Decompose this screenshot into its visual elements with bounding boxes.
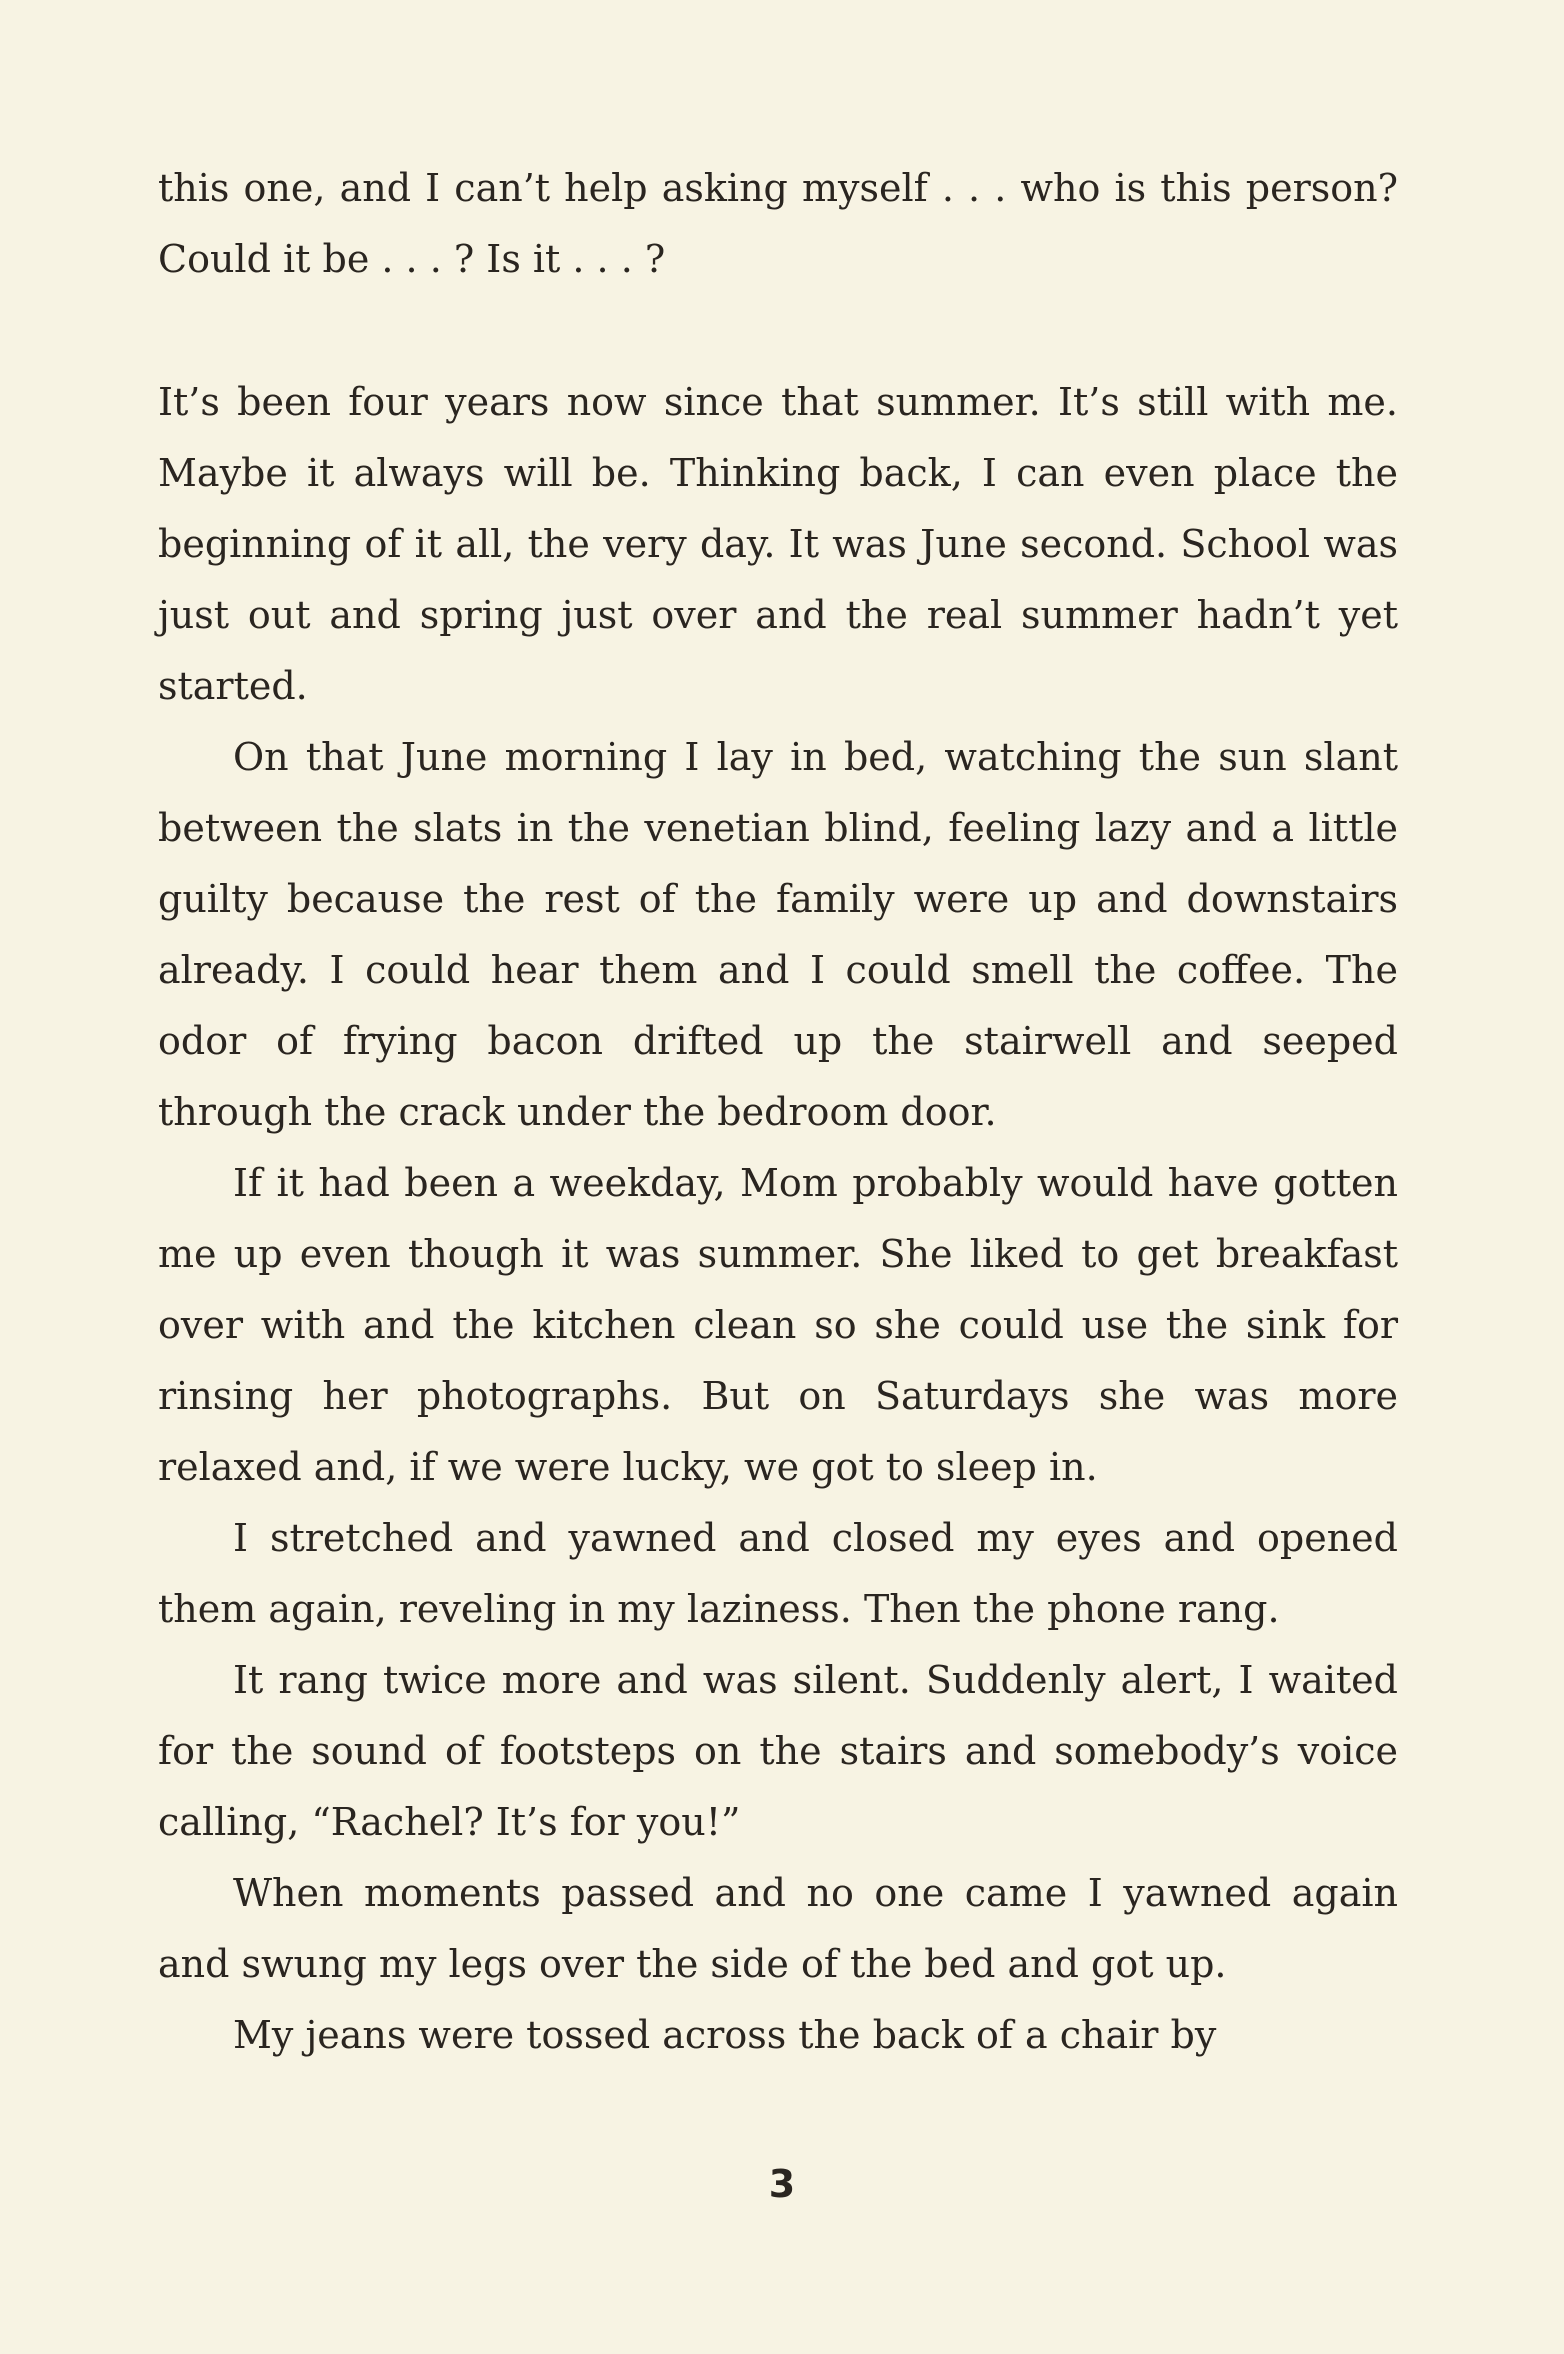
intro-text — [158, 153, 1398, 295]
page-number: 3 — [768, 2162, 796, 2206]
paragraph-5: It rang twice more and was silent. Suddenly alert, I waited for the sound of footsteps on the stairs and somebody’s voice calling, “Rachel? It’s for you!” — [158, 1658, 1398, 1844]
paragraph-3: If it had been a weekday, Mom probably would have gotten me up even though it was summer. She liked to get breakfast over with and the kitchen clean so she could use the sink for rinsing her photographs. But on Saturdays she was more relaxed and, if we were lucky, we got to sleep in. — [158, 1161, 1398, 1489]
paragraph-4: I stretched and yawned and closed my eyes and opened them again, reveling in my laziness. Then the phone rang. — [158, 1516, 1398, 1631]
paragraph-7: My jeans were tossed across the back of a chair by — [233, 2013, 1217, 2057]
paragraph-2: On that June morning I lay in bed, watching the sun slant between the slats in the venetian blind, feeling lazy and a little guilty because the rest of the family were up and downstairs already. I could hear them and I could smell the coffee. The odor of frying bacon drifted up the stairwell and seeped through the crack under the bedroom door. — [158, 735, 1398, 1134]
paragraph-1: It’s been four years now since that summer. It’s still with me. Maybe it always will be. Thinking back, I can even place the beginning of it all, the very day. It was June second. School was just out and spring just over and the real summer hadn’t yet started. — [158, 380, 1398, 708]
body-text — [158, 367, 1398, 2071]
paragraph-6: When moments passed and no one came I yawned again and swung my legs over the side of the bed and got up. — [158, 1871, 1398, 1986]
intro-paragraph: this one, and I can’t help asking myself . . . who is this person? Could it be . . . ? Is it . . . ? — [158, 166, 1398, 281]
